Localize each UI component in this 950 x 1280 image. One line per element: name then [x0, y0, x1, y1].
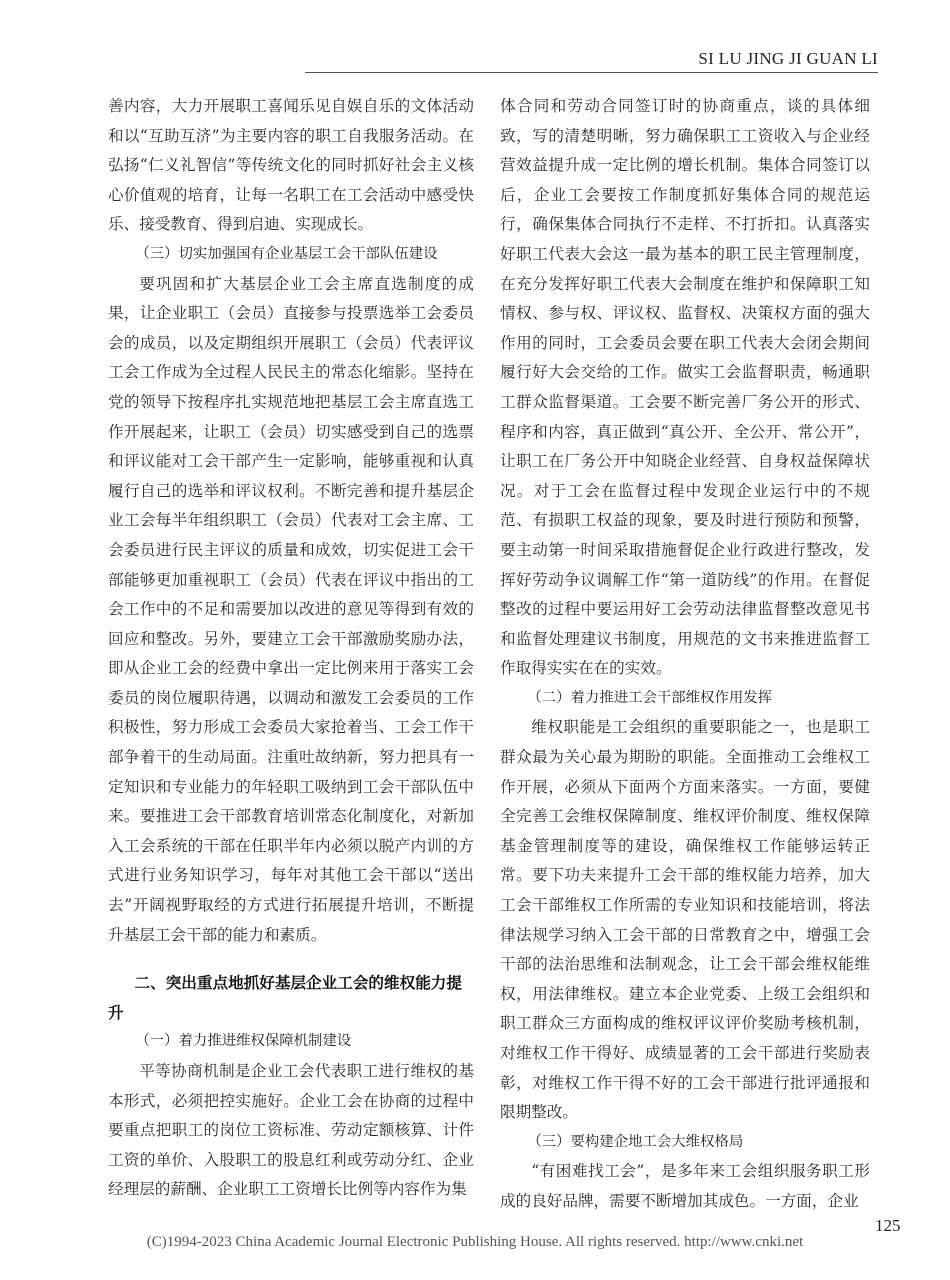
copyright-footer: (C)1994-2023 China Academic Journal Electronic Publishing House. All rights reserved. http://www.cnki.net: [146, 1234, 804, 1250]
subsection-heading: （三）要构建企地工会大维权格局: [527, 1133, 744, 1150]
subsection-heading: （三）切实加强国有企业基层工会干部队伍建设: [135, 245, 438, 262]
running-head: SI LU JING JI GUAN LI: [698, 49, 878, 68]
page-number: 125: [875, 1216, 901, 1235]
left-column: [108, 92, 474, 1205]
subsection-heading: （一）着力推进维权保障机制建设: [135, 1033, 352, 1050]
section-heading: 二、突出重点地抓好基层企业工会的维权能力提升: [108, 973, 462, 1022]
header-rule: [305, 72, 878, 73]
right-column: [500, 92, 870, 1217]
paragraph: 要巩固和扩大基层企业工会主席直选制度的成果，让企业职工（会员）直接参与投票选举工会委员会的成员，以及定期组织开展职工（会员）代表评议工会工作成为全过程人民民主的常态化缩影。坚持在党的领导下按程序扎实规范地把基层工会主席直选工作开展起来，让职工（会员）切实感受到自己的选票和评议能对工会干部产生一定影响，能够重视和认真履行自己的选举和评议权利。不断完善和提升基层企业工会每半年组织职工（会员）代表对工会主席、工会委员进行民主评议的质量和成效，切实促进工会干部能够更加重视职工（会员）代表在评议中指出的工会工作中的不足和需要加以改进的意见等得到有效的回应和整改。另外，要建立工会干部激励奖励办法，即从企业工会的经费中拿出一定比例来用于落实工会委员的岗位履职待遇，以调动和激发工会委员的工作积极性，努力形成工会委员大家抢着当、工会工作干部争着干的生动局面。注重吐故纳新，努力把具有一定知识和专业能力的年轻职工吸纳到工会干部队伍中来。要推进工会干部教育培训常态化制度化，对新加入工会系统的干部在任职半年内必须以脱产内训的方式进行业务知识学习，每年对其他工会干部以“送出去”开阔视野取经的方式进行拓展提升培训，不断提升基层工会干部的能力和素质。: [108, 274, 474, 944]
paragraph: 平等协商机制是企业工会代表职工进行维权的基本形式，必须把控实施好。企业工会在协商的过程中要重点把职工的岗位工资标准、劳动定额核算、计件工资的单价、入股职工的股息红利或劳动分红、企业经理层的薪酬、企业职工工资增长比例等内容作为集: [108, 1062, 474, 1199]
paragraph: 体合同和劳动合同签订时的协商重点，谈的具体细致，写的清楚明晰，努力确保职工工资收入与企业经营效益提升成一定比例的增长机制。集体合同签订以后，企业工会要按工作制度抓好集体合同的规范运行，确保集体合同执行不走样、不打折扣。认真落实好职工代表大会这一最为基本的职工民主管理制度，在充分发挥好职工代表大会制度在维护和保障职工知情权、参与权、评议权、监督权、决策权方面的强大作用的同时，工会委员会要在职工代表大会闭会期间履行好大会交给的工作。做实工会监督职责，畅通职工群众监督渠道。工会要不断完善厂务公开的形式、程序和内容，真正做到“真公开、全公开、常公开”，让职工在厂务公开中知晓企业经营、自身权益保障状况。对于工会在监督过程中发现企业运行中的不规范、有损职工权益的现象，要及时进行预防和预警，要主动第一时间采取措施督促企业行政进行整改，发挥好劳动争议调解工作“第一道防线”的作用。在督促整改的过程中要运用好工会劳动法律监督整改意见书和监督处理建议书制度，用规范的文书来推进监督工作取得实实在在的实效。: [500, 97, 870, 678]
paragraph: “有困难找工会”，是多年来工会组织服务职工形成的良好品牌，需要不断增加其成色。一方面，企业: [500, 1162, 870, 1210]
paragraph: 善内容，大力开展职工喜闻乐见自娱自乐的文体活动和以“互助互济”为主要内容的职工自我服务活动。在弘扬“仁义礼智信”等传统文化的同时抓好社会主义核心价值观的培育，让每一名职工在工会活动中感受快乐、接受教育、得到启迪、实现成长。: [108, 97, 474, 234]
paragraph: 维权职能是工会组织的重要职能之一，也是职工群众最为关心最为期盼的职能。全面推动工会维权工作开展，必须从下面两个方面来落实。一方面，要健全完善工会维权保障制度、维权评价制度、维权保障基金管理制度等的建设，确保维权工作能够运转正常。要下功夫来提升工会干部的维权能力培养，加大工会干部维权工作所需的专业知识和技能培训，将法律法规学习纳入工会干部的日常教育之中，增强工会干部的法治思维和法制观念，让工会干部会维权能维权，用法律维权。建立本企业党委、上级工会组织和职工群众三方面构成的维权评议评价奖励考核机制，对维权工作干得好、成绩显著的工会干部进行奖励表彰，对维权工作干得不好的工会干部进行批评通报和限期整改。: [500, 718, 870, 1122]
subsection-heading: （二）着力推进工会干部维权作用发挥: [527, 689, 773, 706]
